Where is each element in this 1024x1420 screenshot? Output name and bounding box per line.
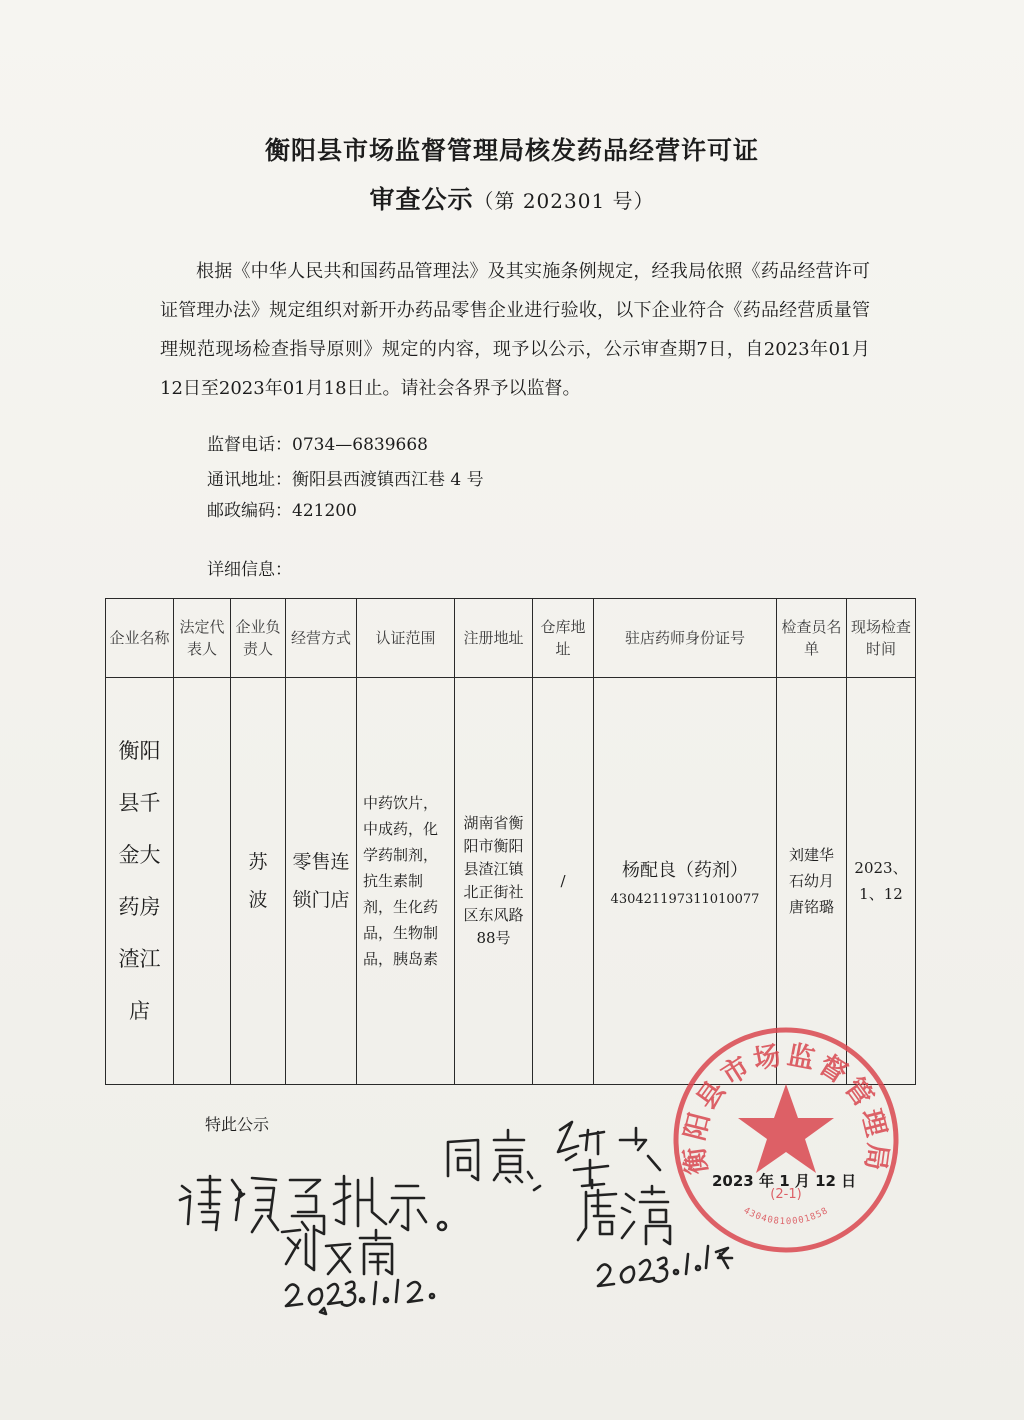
cell-inspectors: 刘建华 石幼月 唐铭璐	[777, 678, 847, 1085]
svg-text:(2-1): (2-1)	[770, 1187, 802, 1202]
cell-cert-scope: 中药饮片，中成药，化学药制剂，抗生素制剂，生化药品，生物制品，胰岛素	[357, 678, 455, 1085]
signer-right-signature	[578, 1180, 670, 1244]
notice-closing: 特此公示	[205, 1115, 270, 1134]
cell-inspect-date: 2023、1、12	[847, 678, 916, 1085]
svg-text:衡阳县市场监督管理局: 衡阳县市场监督管理局	[678, 1039, 894, 1177]
header-reg-address: 注册地址	[455, 599, 533, 678]
official-seal	[668, 1022, 904, 1258]
header-enterprise-name: 企业名称	[106, 599, 174, 678]
header-pharmacist-id: 驻店药师身份证号	[594, 599, 777, 678]
header-business-mode: 经营方式	[286, 599, 357, 678]
cell-person-in-charge: 苏波	[231, 678, 286, 1085]
postal-code: 邮政编码：421200	[207, 501, 357, 521]
cell-business-mode: 零售连锁门店	[286, 678, 357, 1085]
notice-paragraph: 根据《中华人民共和国药品管理法》及其实施条例规定，经我局依照《药品经营许可证管理办法》规定组织对新开办药品零售企业进行验收，以下企业符合《药品经营质量管理规范现场检查指导原则》规定的内容，现予以公示，公示审查期7日，自2023年01月12日至2023年01月18日止。请社会各界予以监督。	[160, 261, 870, 399]
supervision-phone: 监督电话：0734—6839668	[207, 435, 428, 455]
pharmacist-id: 430421197311010077	[610, 891, 760, 907]
cell-enterprise-name: 衡阳县千金大药房渣江店	[106, 678, 174, 1085]
table-header-row	[106, 599, 916, 678]
document-title: 衡阳县市场监督管理局核发药品经营许可证	[264, 136, 759, 165]
mailing-address: 通讯地址：衡阳县西渡镇西江巷 4 号	[207, 470, 484, 490]
subtitle-main: 审查公示	[369, 185, 474, 214]
header-inspectors: 检查员名单	[777, 599, 847, 678]
signer-left-signature	[282, 1226, 392, 1274]
date-left-signature	[286, 1280, 434, 1314]
header-warehouse: 仓库地址	[533, 599, 594, 678]
header-person-in-charge: 企业负责人	[231, 599, 286, 678]
notice-body	[160, 252, 870, 408]
enterprise-info-table	[105, 598, 916, 1085]
cell-legal-rep	[174, 678, 231, 1085]
cell-warehouse: /	[533, 678, 594, 1085]
note-right-signature	[448, 1122, 660, 1190]
note-left-signature	[180, 1176, 446, 1234]
header-inspect-date: 现场检查时间	[847, 599, 916, 678]
notice-date: 2023 年 1 月 12 日	[712, 1172, 857, 1190]
header-cert-scope: 认证范围	[357, 599, 455, 678]
header-legal-rep: 法定代表人	[174, 599, 231, 678]
pharmacist-name: 杨配良（药剂）	[622, 859, 748, 881]
cell-reg-address: 湖南省衡阳市衡阳县渣江镇北正街社区东风路88号	[455, 678, 533, 1085]
detail-label: 详细信息：	[207, 560, 292, 580]
svg-text:430408100018​58: 430408100018​58	[741, 1205, 831, 1228]
document-subtitle	[0, 180, 1024, 216]
subtitle-number: （第 202301 号）	[473, 189, 655, 213]
